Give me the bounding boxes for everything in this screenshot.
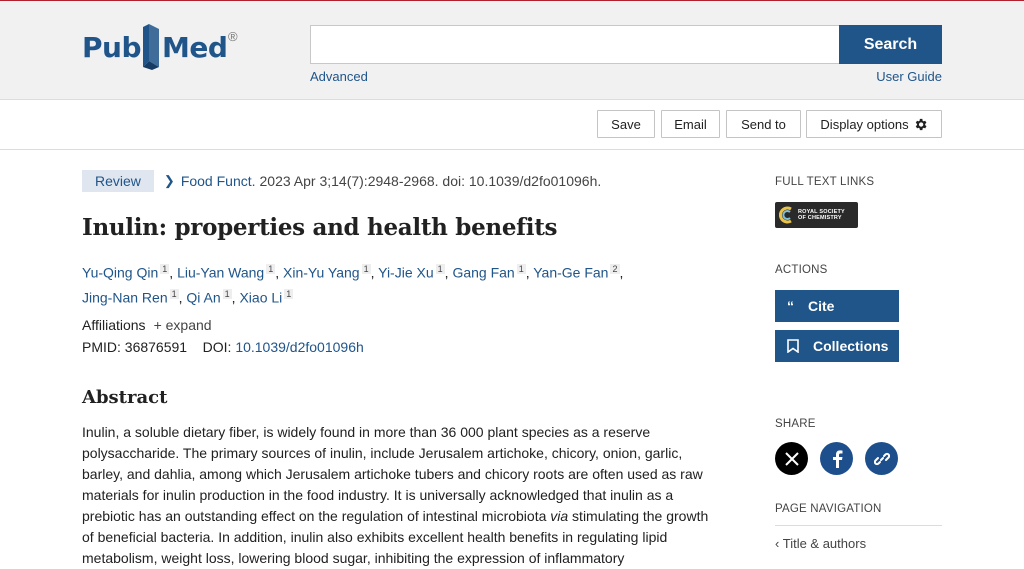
quote-icon: “	[787, 298, 794, 314]
save-button[interactable]	[597, 110, 655, 138]
email-button-label: Email	[674, 116, 707, 132]
article-citation-line	[82, 170, 712, 192]
logo-pub-text: Pub	[82, 31, 141, 64]
chevron-left-icon: ‹	[775, 536, 780, 551]
expand-affiliations[interactable]: + expand	[153, 317, 212, 334]
pmid-value: 36876591	[124, 339, 188, 356]
send-to-button-label: Send to	[741, 116, 786, 132]
affiliation-marker[interactable]: 1	[171, 288, 177, 299]
page-nav-item[interactable]	[775, 525, 942, 551]
author-link[interactable]: Yi-Jie Xu	[378, 264, 434, 281]
collections-button[interactable]	[775, 330, 899, 362]
author-link[interactable]: Qi An	[186, 289, 221, 306]
rsc-line-1: ROYAL SOCIETY	[798, 209, 845, 215]
abstract-text	[82, 422, 722, 569]
pubmed-logo[interactable]	[82, 21, 252, 77]
affiliation-marker[interactable]: 1	[518, 264, 524, 274]
display-options-button[interactable]	[806, 110, 942, 138]
share-buttons	[775, 442, 945, 475]
abstract-heading: Abstract	[82, 387, 168, 409]
review-badge: Review	[82, 170, 154, 192]
affiliation-marker[interactable]: 1	[286, 288, 292, 299]
citation-text: 2023 Apr 3;14(7):2948-2968. doi: 10.1039/d2fo01096h.	[259, 173, 602, 189]
article-title: Inulin: properties and health benefits	[82, 214, 558, 241]
site-header	[0, 1, 1024, 100]
cite-button[interactable]	[775, 290, 899, 322]
x-share-button[interactable]	[775, 442, 808, 475]
display-options-label: Display options	[820, 116, 909, 132]
article-main	[82, 170, 712, 569]
collections-button-label: Collections	[813, 338, 889, 354]
affiliation-marker[interactable]: 1	[363, 264, 369, 274]
gear-icon	[913, 117, 928, 132]
email-button[interactable]	[661, 110, 720, 138]
author-link[interactable]: Xin-Yu Yang	[283, 264, 360, 281]
send-to-button[interactable]	[726, 110, 801, 138]
page-navigation-heading: PAGE NAVIGATION	[775, 503, 882, 515]
affiliation-marker[interactable]: 1	[224, 288, 230, 299]
author-link[interactable]: Yan-Ge Fan	[533, 264, 609, 281]
affiliation-marker[interactable]: 1	[162, 264, 168, 274]
share-heading: SHARE	[775, 418, 816, 430]
abstract-text-italic-via: via	[550, 508, 569, 525]
rsc-logo-icon	[779, 206, 795, 224]
author-list: Yu-Qing Qin $^1$ , Liu-Yan Wang $^1$ , Xin-Yu Yang $^1$ , Yi-Jie Xu $^1$ , Gang Fan $^1$ , Yan-Ge Fan $^2$ , Jing-Nan Ren $^1$ , Qi An $^1$ , Xiao Li $^1$	[82, 264, 624, 306]
full-text-links-heading: FULL TEXT LINKS	[775, 176, 875, 188]
logo-registered-mark: ®	[228, 29, 238, 44]
search-input[interactable]	[310, 25, 840, 64]
affiliations-toggle[interactable]	[82, 317, 712, 333]
action-toolbar	[0, 100, 1024, 150]
abstract-text-part-1: Inulin, a soluble dietary fiber, is widely found in more than 36 000 plant species as a reserve polysaccharide. The primary sources of inulin, include Jerusalem artichoke, chicory, onion, garlic, barley, and dahlia, among which Jerusalem artichoke tubers and chicory roots are often used as raw materials for inulin production in the food industry. It is universally acknowledged that inulin as a prebiotic has an outstanding effect on the regulation of intestinal microbiota	[82, 424, 703, 525]
doi-label: DOI:	[202, 339, 232, 356]
logo-book-icon	[140, 23, 162, 71]
journal-link[interactable]: Food Funct.	[180, 173, 256, 189]
page-nav-title-authors: Title & authors	[782, 536, 867, 551]
chevron-right-icon: ❯	[163, 173, 175, 188]
rsc-line-2: OF CHEMISTRY	[798, 215, 842, 221]
logo-med-text: Med	[162, 31, 228, 64]
doi-link[interactable]: 10.1039/d2fo01096h	[235, 339, 364, 356]
actions-heading: ACTIONS	[775, 264, 828, 276]
abstract-text-part-2: stimulating the growth of beneficial bacteria. In addition, inulin also exhibits excellent health benefits in regulating lipid metabolism, weight loss, lowering blood sugar, inhibiting the expression of inflammatory	[82, 508, 709, 567]
facebook-share-button[interactable]	[820, 442, 853, 475]
author-link[interactable]: Gang Fan	[452, 264, 515, 281]
facebook-icon	[831, 450, 843, 468]
bookmark-icon	[787, 339, 799, 353]
rsc-full-text-link[interactable]	[775, 202, 858, 228]
pmid-label: PMID:	[82, 339, 121, 356]
author-link[interactable]: Yu-Qing Qin	[82, 264, 159, 281]
author-link[interactable]: Jing-Nan Ren	[82, 289, 168, 306]
x-icon	[784, 451, 800, 467]
affiliation-marker[interactable]: 2	[612, 264, 618, 274]
user-guide-link[interactable]: User Guide	[876, 69, 942, 84]
affiliation-marker[interactable]: 1	[437, 264, 443, 274]
save-button-label: Save	[611, 116, 641, 132]
link-icon	[874, 451, 890, 467]
affiliation-marker[interactable]: 1	[268, 264, 274, 274]
copy-link-button[interactable]	[865, 442, 898, 475]
advanced-search-link[interactable]: Advanced	[310, 69, 368, 84]
author-link[interactable]: Liu-Yan Wang	[177, 264, 265, 281]
identifiers	[82, 339, 712, 355]
author-link[interactable]: Xiao Li	[239, 289, 283, 306]
search-button[interactable]: Search	[839, 25, 942, 64]
right-sidebar	[775, 170, 945, 551]
cite-button-label: Cite	[808, 298, 835, 314]
rsc-logo-text	[798, 209, 845, 221]
affiliations-label: Affiliations	[82, 317, 146, 334]
